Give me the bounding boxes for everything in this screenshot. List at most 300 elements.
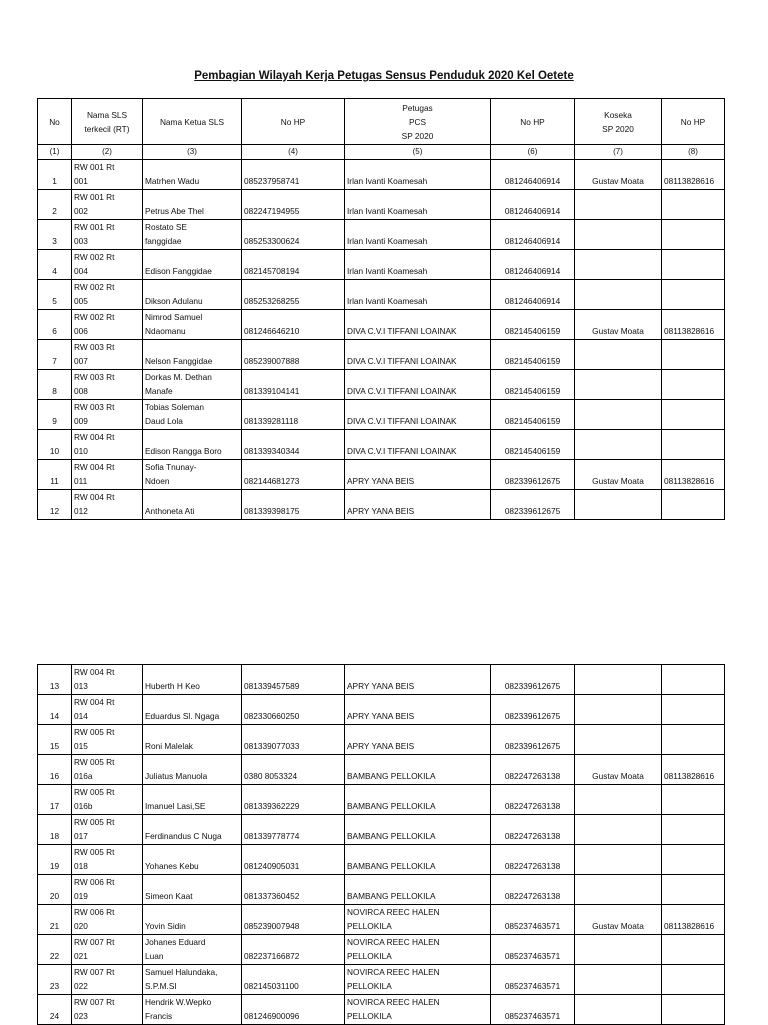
cell-no: 21 <box>38 905 72 935</box>
cell-no-hp-koseka <box>662 400 725 430</box>
cell-no: 3 <box>38 220 72 250</box>
cell-no-hp-ketua: 085237958741 <box>242 160 345 190</box>
cell-no-hp-koseka <box>662 875 725 905</box>
cell-nama-sls-line: 017 <box>74 831 88 841</box>
cell-nama-ketua <box>143 490 242 520</box>
cell-nama-sls-line: RW 005 Rt <box>74 817 115 827</box>
table-row <box>38 460 725 490</box>
cell-nama-sls-line: 005 <box>74 296 88 306</box>
cell-no: 17 <box>38 785 72 815</box>
cell-koseka <box>575 370 662 400</box>
cell-nama-ketua-line: Sofia Tnunay- <box>145 462 197 472</box>
cell-nama-sls-line: RW 006 Rt <box>74 907 115 917</box>
cell-nama-ketua-line: Juliatus Manuola <box>145 771 208 781</box>
cell-no-hp-koseka <box>662 220 725 250</box>
cell-petugas-line: BAMBANG PELLOKILA <box>347 771 436 781</box>
table-row <box>38 665 725 695</box>
cell-nama-sls-line: RW 005 Rt <box>74 757 115 767</box>
cell-no-hp-ketua: 082144681273 <box>242 460 345 490</box>
cell-nama-ketua-line: Roni Malelak <box>145 741 193 751</box>
cell-nama-ketua-line: Ferdinandus C Nuga <box>145 831 222 841</box>
cell-nama-sls <box>72 370 143 400</box>
cell-petugas <box>345 190 491 220</box>
cell-nama-sls-line: RW 007 Rt <box>74 997 115 1007</box>
cell-no-hp-koseka <box>662 665 725 695</box>
cell-nama-sls <box>72 430 143 460</box>
cell-petugas <box>345 280 491 310</box>
cell-koseka: Gustav Moata <box>575 905 662 935</box>
cell-nama-ketua <box>143 785 242 815</box>
header-no-hp-pcs: No HP <box>491 99 575 145</box>
table-row <box>38 905 725 935</box>
cell-no-hp-koseka <box>662 995 725 1025</box>
cell-nama-sls-line: RW 004 Rt <box>74 462 115 472</box>
cell-petugas <box>345 875 491 905</box>
cell-nama-sls <box>72 310 143 340</box>
cell-no-hp-ketua: 082145708194 <box>242 250 345 280</box>
cell-nama-sls <box>72 190 143 220</box>
cell-nama-ketua-line: Yovin Sidin <box>145 921 186 931</box>
cell-nama-ketua <box>143 695 242 725</box>
cell-nama-ketua-line: Dikson Adulanu <box>145 296 203 306</box>
cell-nama-ketua <box>143 430 242 460</box>
cell-nama-ketua <box>143 400 242 430</box>
cell-no-hp-ketua: 081339457589 <box>242 665 345 695</box>
cell-no: 2 <box>38 190 72 220</box>
cell-nama-sls-line: RW 007 Rt <box>74 967 115 977</box>
table-row <box>38 965 725 995</box>
cell-no-hp-pcs: 082247263138 <box>491 815 575 845</box>
cell-no-hp-ketua: 081240905031 <box>242 845 345 875</box>
cell-nama-sls-line: 019 <box>74 891 88 901</box>
column-number: (3) <box>143 145 242 160</box>
cell-no-hp-pcs: 085237463571 <box>491 965 575 995</box>
header-row <box>38 99 725 145</box>
table-row <box>38 160 725 190</box>
cell-nama-ketua-line: Nimrod Samuel <box>145 312 203 322</box>
cell-petugas <box>345 695 491 725</box>
cell-no-hp-pcs: 082145406159 <box>491 310 575 340</box>
cell-nama-sls <box>72 250 143 280</box>
cell-nama-sls <box>72 220 143 250</box>
cell-no-hp-koseka <box>662 190 725 220</box>
cell-no-hp-pcs: 082247263138 <box>491 755 575 785</box>
cell-petugas <box>345 755 491 785</box>
cell-no-hp-pcs: 082339612675 <box>491 665 575 695</box>
cell-nama-ketua <box>143 815 242 845</box>
table-row <box>38 845 725 875</box>
cell-nama-ketua-line: S.P.M.SI <box>145 981 177 991</box>
header-petugas <box>345 99 491 145</box>
cell-nama-ketua <box>143 220 242 250</box>
cell-koseka <box>575 725 662 755</box>
cell-no-hp-koseka <box>662 370 725 400</box>
cell-no: 5 <box>38 280 72 310</box>
table-row <box>38 400 725 430</box>
cell-nama-ketua-line: Edison Fanggidae <box>145 266 212 276</box>
cell-petugas-line: DIVA C.V.I TIFFANI LOAINAK <box>347 446 457 456</box>
cell-nama-sls <box>72 280 143 310</box>
cell-nama-sls-line: RW 002 Rt <box>74 252 115 262</box>
cell-no-hp-koseka <box>662 785 725 815</box>
cell-koseka <box>575 995 662 1025</box>
document-title: Pembagian Wilayah Kerja Petugas Sensus Penduduk 2020 Kel Oetete <box>194 70 574 82</box>
cell-no-hp-pcs: 085237463571 <box>491 905 575 935</box>
cell-koseka: Gustav Moata <box>575 460 662 490</box>
cell-nama-sls-line: 001 <box>74 176 88 186</box>
cell-nama-sls <box>72 490 143 520</box>
cell-petugas <box>345 250 491 280</box>
cell-no: 13 <box>38 665 72 695</box>
cell-petugas-line: PELLOKILA <box>347 981 392 991</box>
cell-nama-sls-line: RW 004 Rt <box>74 697 115 707</box>
table-row <box>38 785 725 815</box>
cell-nama-sls-line: RW 001 Rt <box>74 222 115 232</box>
cell-koseka <box>575 935 662 965</box>
table-row <box>38 725 725 755</box>
cell-nama-sls <box>72 935 143 965</box>
cell-nama-sls-line: 006 <box>74 326 88 336</box>
cell-petugas <box>345 785 491 815</box>
cell-no-hp-ketua: 0380 8053324 <box>242 755 345 785</box>
cell-petugas-line: BAMBANG PELLOKILA <box>347 831 436 841</box>
cell-no-hp-pcs: 082145406159 <box>491 430 575 460</box>
cell-nama-ketua-line: Petrus Abe Thel <box>145 206 204 216</box>
cell-nama-ketua-line: Huberth H Keo <box>145 681 200 691</box>
cell-no-hp-ketua: 082330660250 <box>242 695 345 725</box>
cell-nama-ketua-line: Yohanes Kebu <box>145 861 199 871</box>
cell-koseka: Gustav Moata <box>575 310 662 340</box>
cell-nama-sls-line: RW 005 Rt <box>74 847 115 857</box>
cell-no-hp-ketua: 081246646210 <box>242 310 345 340</box>
cell-no-hp-pcs: 082247263138 <box>491 845 575 875</box>
header-no-hp-ketua: No HP <box>242 99 345 145</box>
cell-nama-ketua-line: Dorkas M. Dethan <box>145 372 212 382</box>
cell-petugas <box>345 160 491 190</box>
cell-nama-ketua-line: Tobias Soleman <box>145 402 205 412</box>
cell-nama-sls-line: RW 004 Rt <box>74 667 115 677</box>
cell-no: 6 <box>38 310 72 340</box>
cell-petugas-line: APRY YANA BEIS <box>347 506 415 516</box>
cell-no-hp-koseka <box>662 490 725 520</box>
table-row <box>38 935 725 965</box>
cell-nama-ketua <box>143 725 242 755</box>
column-number-row <box>38 145 725 160</box>
cell-nama-sls-line: 012 <box>74 506 88 516</box>
cell-petugas-line: APRY YANA BEIS <box>347 681 415 691</box>
cell-nama-sls-line: 004 <box>74 266 88 276</box>
cell-koseka <box>575 695 662 725</box>
column-number: (8) <box>662 145 725 160</box>
cell-no-hp-ketua: 081246900096 <box>242 995 345 1025</box>
cell-koseka <box>575 400 662 430</box>
cell-no-hp-ketua: 081339398175 <box>242 490 345 520</box>
assignment-table-part-2 <box>37 664 725 1025</box>
cell-nama-sls-line: 008 <box>74 386 88 396</box>
cell-nama-sls <box>72 785 143 815</box>
cell-nama-sls-line: 010 <box>74 446 88 456</box>
cell-no: 7 <box>38 340 72 370</box>
cell-no-hp-ketua: 085239007948 <box>242 905 345 935</box>
cell-no-hp-pcs: 081246406914 <box>491 160 575 190</box>
cell-nama-sls-line: RW 001 Rt <box>74 192 115 202</box>
cell-nama-ketua-line: Daud Lola <box>145 416 183 426</box>
table-row <box>38 220 725 250</box>
cell-koseka <box>575 220 662 250</box>
header-nama-sls-line-2: terkecil (RT) <box>84 123 130 134</box>
cell-petugas-line: Irlan Ivanti Koamesah <box>347 206 428 216</box>
cell-koseka <box>575 815 662 845</box>
table-row <box>38 755 725 785</box>
table-row <box>38 815 725 845</box>
cell-nama-sls-line: RW 001 Rt <box>74 162 115 172</box>
cell-no-hp-koseka <box>662 340 725 370</box>
cell-no-hp-pcs: 082145406159 <box>491 340 575 370</box>
cell-no-hp-pcs: 082247263138 <box>491 875 575 905</box>
cell-koseka <box>575 965 662 995</box>
cell-nama-sls <box>72 875 143 905</box>
cell-nama-sls <box>72 965 143 995</box>
cell-nama-sls <box>72 695 143 725</box>
cell-nama-ketua <box>143 875 242 905</box>
cell-petugas-line: BAMBANG PELLOKILA <box>347 891 436 901</box>
cell-no-hp-koseka <box>662 845 725 875</box>
cell-nama-ketua <box>143 905 242 935</box>
cell-no-hp-koseka <box>662 725 725 755</box>
cell-koseka <box>575 250 662 280</box>
cell-nama-ketua <box>143 845 242 875</box>
cell-nama-sls-line: 021 <box>74 951 88 961</box>
cell-nama-ketua-line: Rostato SE <box>145 222 187 232</box>
cell-no: 8 <box>38 370 72 400</box>
cell-petugas-line: DIVA C.V.I TIFFANI LOAINAK <box>347 326 457 336</box>
table-row <box>38 370 725 400</box>
cell-no: 23 <box>38 965 72 995</box>
cell-no-hp-koseka <box>662 695 725 725</box>
cell-petugas-line: APRY YANA BEIS <box>347 741 415 751</box>
cell-no-hp-koseka <box>662 935 725 965</box>
cell-nama-ketua-line: Hendrik W.Wepko <box>145 997 212 1007</box>
cell-petugas-line: NOVIRCA REEC HALEN <box>347 997 440 1007</box>
cell-no-hp-pcs: 082145406159 <box>491 370 575 400</box>
cell-no-hp-ketua: 081339340344 <box>242 430 345 460</box>
cell-nama-ketua <box>143 280 242 310</box>
cell-koseka <box>575 280 662 310</box>
cell-nama-sls <box>72 160 143 190</box>
cell-petugas-line: Irlan Ivanti Koamesah <box>347 296 428 306</box>
cell-nama-ketua-line: Francis <box>145 1011 173 1021</box>
cell-no-hp-pcs: 081246406914 <box>491 190 575 220</box>
cell-koseka <box>575 490 662 520</box>
cell-no-hp-koseka: 08113828616 <box>662 160 725 190</box>
cell-petugas-line: BAMBANG PELLOKILA <box>347 861 436 871</box>
cell-petugas-line: NOVIRCA REEC HALEN <box>347 937 440 947</box>
header-petugas-line-2: PCS <box>408 116 427 127</box>
column-number: (6) <box>491 145 575 160</box>
cell-petugas-line: BAMBANG PELLOKILA <box>347 801 436 811</box>
cell-no-hp-ketua: 082237166872 <box>242 935 345 965</box>
cell-no-hp-ketua: 081339077033 <box>242 725 345 755</box>
cell-no-hp-ketua: 081339104141 <box>242 370 345 400</box>
cell-petugas-line: Irlan Ivanti Koamesah <box>347 266 428 276</box>
cell-no: 22 <box>38 935 72 965</box>
cell-petugas <box>345 490 491 520</box>
header-nama-sls-line-1: Nama SLS <box>86 109 128 120</box>
cell-nama-ketua-line: fanggidae <box>145 236 182 246</box>
cell-no: 4 <box>38 250 72 280</box>
cell-petugas-line: NOVIRCA REEC HALEN <box>347 907 440 917</box>
cell-nama-sls-line: RW 007 Rt <box>74 937 115 947</box>
cell-no: 1 <box>38 160 72 190</box>
cell-petugas-line: Irlan Ivanti Koamesah <box>347 236 428 246</box>
cell-petugas <box>345 370 491 400</box>
cell-no-hp-ketua: 085253300624 <box>242 220 345 250</box>
header-koseka-line-2: SP 2020 <box>602 123 634 134</box>
cell-petugas-line: DIVA C.V.I TIFFANI LOAINAK <box>347 416 457 426</box>
cell-petugas-line: APRY YANA BEIS <box>347 476 415 486</box>
cell-petugas <box>345 400 491 430</box>
cell-koseka <box>575 665 662 695</box>
cell-no-hp-ketua: 085239007888 <box>242 340 345 370</box>
cell-petugas-line: PELLOKILA <box>347 951 392 961</box>
table-row <box>38 875 725 905</box>
table-row <box>38 995 725 1025</box>
header-nama-ketua: Nama Ketua SLS <box>143 99 242 145</box>
cell-petugas-line: NOVIRCA REEC HALEN <box>347 967 440 977</box>
cell-nama-ketua <box>143 160 242 190</box>
cell-nama-ketua <box>143 755 242 785</box>
cell-no: 24 <box>38 995 72 1025</box>
cell-nama-ketua-line: Samuel Halundaka, <box>145 967 218 977</box>
cell-nama-sls <box>72 340 143 370</box>
cell-no-hp-pcs: 082339612675 <box>491 725 575 755</box>
cell-koseka <box>575 875 662 905</box>
cell-no-hp-pcs: 081246406914 <box>491 220 575 250</box>
cell-nama-sls <box>72 845 143 875</box>
cell-no-hp-ketua: 085253268255 <box>242 280 345 310</box>
cell-nama-sls <box>72 665 143 695</box>
cell-petugas <box>345 460 491 490</box>
cell-koseka <box>575 430 662 460</box>
cell-nama-sls-line: RW 002 Rt <box>74 282 115 292</box>
assignment-table-part-1 <box>37 98 725 520</box>
cell-nama-ketua-line: Ndoen <box>145 476 170 486</box>
cell-koseka: Gustav Moata <box>575 755 662 785</box>
cell-no-hp-koseka <box>662 430 725 460</box>
cell-koseka: Gustav Moata <box>575 160 662 190</box>
cell-nama-sls-line: RW 004 Rt <box>74 492 115 502</box>
cell-koseka <box>575 340 662 370</box>
cell-petugas <box>345 815 491 845</box>
cell-nama-sls-line: 016b <box>74 801 93 811</box>
cell-nama-sls-line: RW 003 Rt <box>74 372 115 382</box>
cell-nama-sls-line: 015 <box>74 741 88 751</box>
cell-nama-sls-line: 018 <box>74 861 88 871</box>
cell-nama-sls-line: RW 003 Rt <box>74 402 115 412</box>
cell-no: 11 <box>38 460 72 490</box>
cell-nama-ketua <box>143 460 242 490</box>
column-number: (2) <box>72 145 143 160</box>
cell-nama-sls-line: RW 002 Rt <box>74 312 115 322</box>
cell-nama-ketua <box>143 250 242 280</box>
header-no-hp-koseka: No HP <box>662 99 725 145</box>
cell-petugas <box>345 430 491 460</box>
cell-nama-ketua-line: Nelson Fanggidae <box>145 356 213 366</box>
cell-no-hp-koseka <box>662 280 725 310</box>
cell-petugas <box>345 845 491 875</box>
table-row <box>38 310 725 340</box>
cell-no: 20 <box>38 875 72 905</box>
table-row <box>38 190 725 220</box>
cell-nama-sls <box>72 725 143 755</box>
cell-nama-sls-line: RW 003 Rt <box>74 342 115 352</box>
cell-no-hp-pcs: 081246406914 <box>491 250 575 280</box>
cell-petugas <box>345 665 491 695</box>
cell-no-hp-ketua: 081337360452 <box>242 875 345 905</box>
cell-no-hp-koseka: 08113828616 <box>662 905 725 935</box>
column-number: (5) <box>345 145 491 160</box>
header-petugas-line-3: SP 2020 <box>401 130 434 141</box>
cell-nama-sls <box>72 755 143 785</box>
cell-petugas <box>345 220 491 250</box>
cell-petugas <box>345 905 491 935</box>
cell-nama-ketua-line: Luan <box>145 951 164 961</box>
column-number: (4) <box>242 145 345 160</box>
cell-no-hp-pcs: 082339612675 <box>491 460 575 490</box>
table-row <box>38 250 725 280</box>
cell-no-hp-ketua: 082247194955 <box>242 190 345 220</box>
cell-nama-ketua <box>143 995 242 1025</box>
cell-petugas-line: PELLOKILA <box>347 1011 392 1021</box>
cell-nama-sls-line: 014 <box>74 711 88 721</box>
cell-petugas-line: DIVA C.V.I TIFFANI LOAINAK <box>347 386 457 396</box>
cell-nama-ketua <box>143 935 242 965</box>
cell-koseka <box>575 190 662 220</box>
cell-no-hp-ketua: 081339362229 <box>242 785 345 815</box>
table-row <box>38 280 725 310</box>
cell-nama-ketua-line: Edison Rangga Boro <box>145 446 222 456</box>
cell-petugas <box>345 995 491 1025</box>
cell-nama-sls <box>72 995 143 1025</box>
cell-nama-sls-line: RW 005 Rt <box>74 787 115 797</box>
cell-petugas <box>345 725 491 755</box>
column-number: (7) <box>575 145 662 160</box>
cell-nama-sls <box>72 460 143 490</box>
cell-petugas-line: APRY YANA BEIS <box>347 711 415 721</box>
cell-no-hp-ketua: 081339281118 <box>242 400 345 430</box>
cell-nama-sls-line: 003 <box>74 236 88 246</box>
cell-petugas-line: PELLOKILA <box>347 921 392 931</box>
cell-nama-sls-line: 002 <box>74 206 88 216</box>
cell-nama-sls-line: 013 <box>74 681 88 691</box>
cell-no-hp-pcs: 082145406159 <box>491 400 575 430</box>
cell-petugas <box>345 310 491 340</box>
cell-no: 18 <box>38 815 72 845</box>
cell-no: 19 <box>38 845 72 875</box>
cell-nama-sls-line: RW 006 Rt <box>74 877 115 887</box>
cell-nama-ketua <box>143 665 242 695</box>
cell-nama-sls-line: 020 <box>74 921 88 931</box>
cell-petugas-line: DIVA C.V.I TIFFANI LOAINAK <box>347 356 457 366</box>
cell-koseka <box>575 845 662 875</box>
cell-nama-ketua-line: Imanuel Lasi,SE <box>145 801 206 811</box>
cell-no-hp-ketua: 081339778774 <box>242 815 345 845</box>
cell-nama-sls-line: 007 <box>74 356 88 366</box>
cell-no-hp-pcs: 082339612675 <box>491 695 575 725</box>
cell-nama-sls-line: 016a <box>74 771 93 781</box>
cell-no-hp-koseka <box>662 250 725 280</box>
cell-nama-sls-line: 022 <box>74 981 88 991</box>
